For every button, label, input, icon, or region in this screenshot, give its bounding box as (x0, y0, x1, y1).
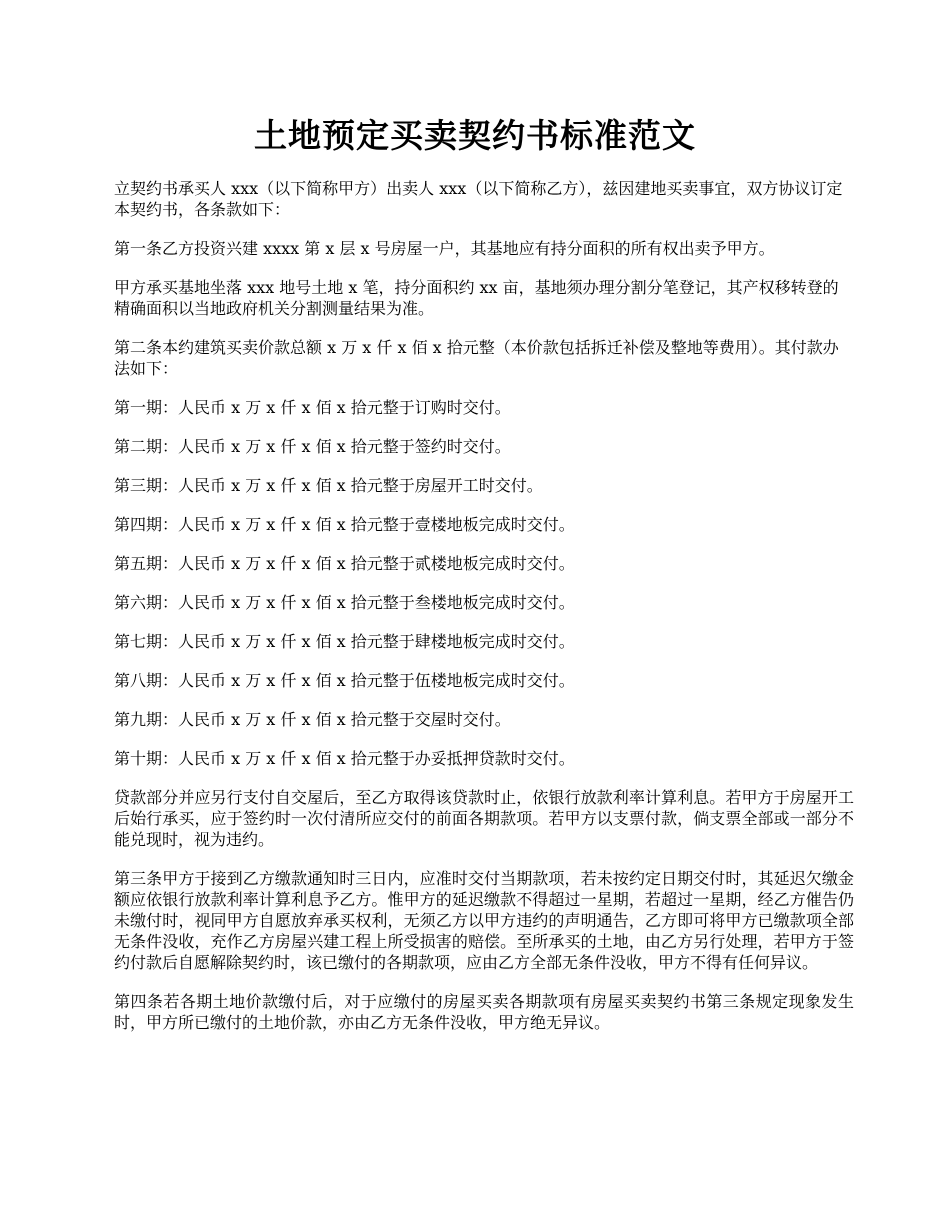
payment-installment-10: 第十期：人民币 x 万 x 仟 x 佰 x 拾元整于办妥抵押贷款时交付。 (114, 749, 575, 768)
paragraph-article-4: 第四条若各期土地价款缴付后，对于应缴付的房屋买卖各期款项有房屋买卖契约书第三条规定现象发生时，甲方所已缴付的土地价款，亦由乙方无条件没收，甲方绝无异议。 (114, 992, 854, 1032)
document-title: 土地预定买卖契约书标准范文 (254, 116, 696, 155)
payment-installment-5: 第五期：人民币 x 万 x 仟 x 佰 x 拾元整于贰楼地板完成时交付。 (114, 554, 575, 573)
paragraph-article-1: 第一条乙方投资兴建 xxxx 第 x 层 x 号房屋一户，其基地应有持分面积的所有权出卖予甲方。 (114, 239, 775, 258)
paragraph-preamble: 立契约书承买人 xxx（以下简称甲方）出卖人 xxx（以下简称乙方），兹因建地买卖事宜，双方协议订定本契约书，各条款如下： (114, 179, 843, 219)
payment-installment-3: 第三期：人民币 x 万 x 仟 x 佰 x 拾元整于房屋开工时交付。 (114, 476, 543, 495)
payment-installment-2: 第二期：人民币 x 万 x 仟 x 佰 x 拾元整于签约时交付。 (114, 437, 511, 456)
payment-installment-1: 第一期：人民币 x 万 x 仟 x 佰 x 拾元整于订购时交付。 (114, 398, 511, 417)
payment-installment-9: 第九期：人民币 x 万 x 仟 x 佰 x 拾元整于交屋时交付。 (114, 710, 511, 729)
paragraph-article-3: 第三条甲方于接到乙方缴款通知时三日内，应准时交付当期款项，若未按约定日期交付时，其延迟欠缴金额应依银行放款利率计算利息予乙方。惟甲方的延迟缴款不得超过一星期，若超过一星期，经乙方催告仍未缴付时，视同甲方自愿放弃承买权利，无须乙方以甲方违约的声明通告，乙方即可将甲方已缴款项全部无条件没收，充作乙方房屋兴建工程上所受损害的赔偿。至所承买的土地，由乙方另行处理，若甲方于签约付款后自愿解除契约时，该已缴付的各期款项，应由乙方全部无条件没收，甲方不得有任何异议。 (114, 869, 854, 972)
payment-installment-4: 第四期：人民币 x 万 x 仟 x 佰 x 拾元整于壹楼地板完成时交付。 (114, 515, 575, 534)
paragraph-loan-interest: 贷款部分并应另行支付自交屋后，至乙方取得该贷款时止，依银行放款利率计算利息。若甲方于房屋开工后始行承买，应于签约时一次付清所应交付的前面各期款项。若甲方以支票付款，倘支票全部或一部分不能兑现时，视为违约。 (114, 788, 854, 849)
payment-installment-8: 第八期：人民币 x 万 x 仟 x 佰 x 拾元整于伍楼地板完成时交付。 (114, 671, 575, 690)
paragraph-land-location: 甲方承买基地坐落 xxx 地号土地 x 笔，持分面积约 xx 亩，基地须办理分割分笔登记，其产权移转登的精确面积以当地政府机关分割测量结果为准。 (114, 278, 839, 318)
payment-installment-7: 第七期：人民币 x 万 x 仟 x 佰 x 拾元整于肆楼地板完成时交付。 (114, 632, 575, 651)
paragraph-article-2: 第二条本约建筑买卖价款总额 x 万 x 仟 x 佰 x 拾元整（本价款包括拆迁补偿及整地等费用）。其付款办法如下： (114, 338, 839, 378)
document-body (114, 178, 854, 1051)
payment-installment-6: 第六期：人民币 x 万 x 仟 x 佰 x 拾元整于叁楼地板完成时交付。 (114, 593, 575, 612)
